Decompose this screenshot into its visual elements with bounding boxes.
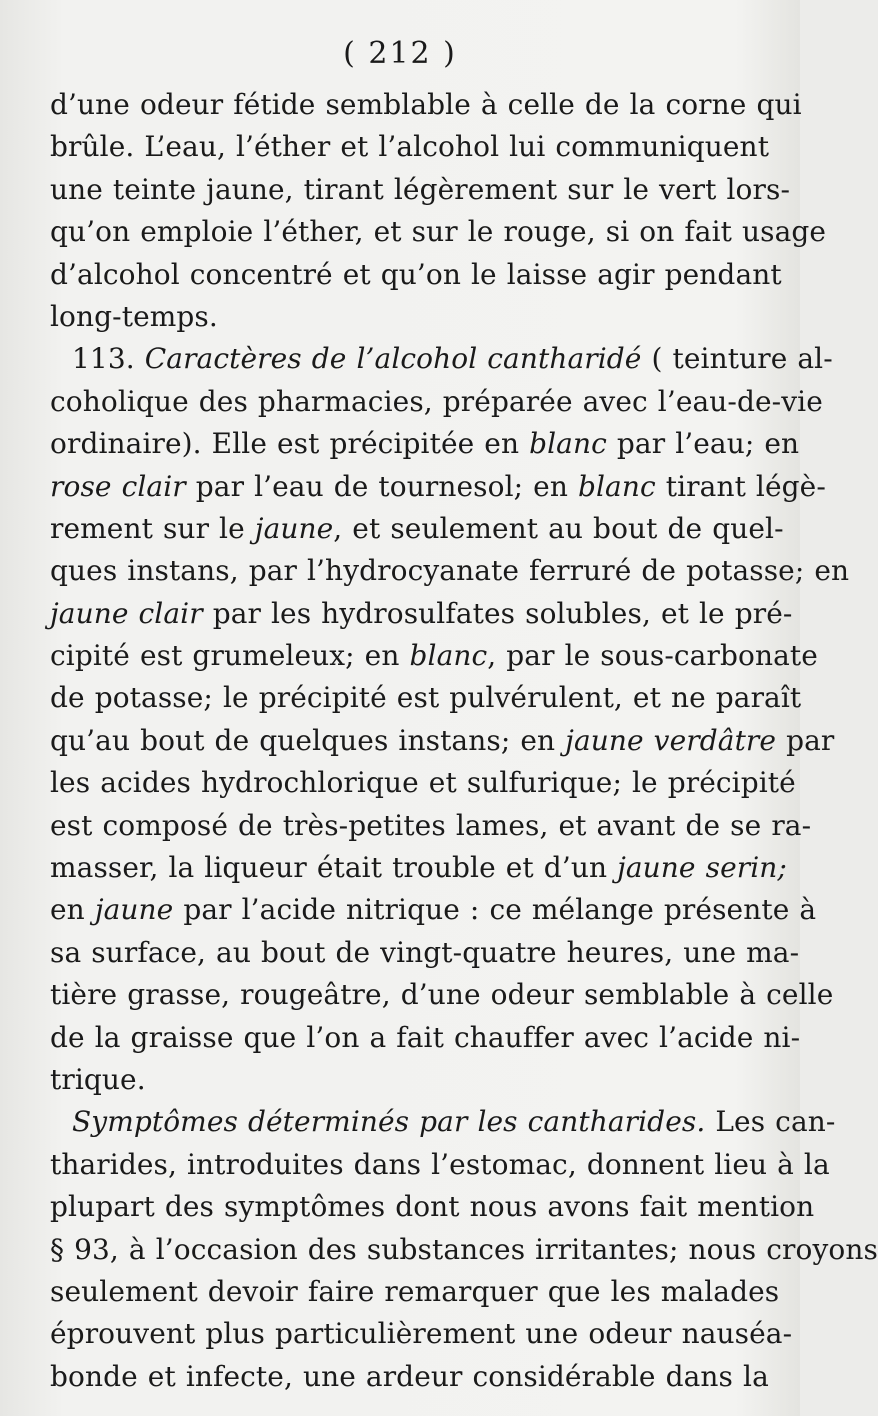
section-heading-line: 113. Caractères de l’alcohol cantharidé ( teinture al- (72, 342, 833, 376)
text-line: une teinte jaune, tirant légèrement sur le vert lors- (50, 172, 791, 206)
text-line: cipité est grumeleux; en blanc, par le sous-carbonate (50, 639, 818, 673)
body-text (50, 84, 878, 1398)
text-line: d’une odeur fétide semblable à celle de la corne qui (50, 88, 802, 121)
text-line: rose clair par l’eau de tournesol; en blanc tirant légè- (50, 469, 826, 503)
text-line: bonde et infecte, une ardeur considérable dans la (50, 1359, 769, 1393)
text-line: seulement devoir faire remarquer que les malades (50, 1274, 780, 1308)
text-line: trique. (50, 1062, 146, 1096)
text-line: tière grasse, rougeâtre, d’une odeur semblable à celle (50, 978, 834, 1012)
text-line: qu’on emploie l’éther, et sur le rouge, si on fait usage (50, 215, 827, 249)
text-line: ques instans, par l’hydrocyanate ferruré de potasse; en (50, 554, 850, 588)
text-line: qu’au bout de quelques instans; en jaune verdâtre par (50, 723, 835, 757)
page-number: ( 212 ) (343, 36, 457, 71)
text-line: ordinaire). Elle est précipitée en blanc par l’eau; en (50, 427, 800, 461)
text-line: en jaune par l’acide nitrique : ce mélange présente à (50, 893, 817, 927)
text-line: § 93, à l’occasion des substances irritantes; nous croyons (50, 1232, 878, 1266)
text-line: masser, la liqueur était trouble et d’un jaune serin; (50, 851, 787, 885)
section-heading-line: Symptômes déterminés par les cantharides. Les can- (72, 1105, 836, 1139)
text-line: tharides, introduites dans l’estomac, donnent lieu à la (50, 1147, 830, 1181)
text-line: rement sur le jaune, et seulement au bout de quel- (50, 511, 784, 545)
text-line: d’alcohol concentré et qu’on le laisse agir pendant (50, 257, 782, 291)
text-line: de la graisse que l’on a fait chauffer avec l’acide ni- (50, 1020, 801, 1054)
text-line: jaune clair par les hydrosulfates solubles, et le pré- (50, 596, 793, 630)
text-line: coholique des pharmacies, préparée avec l’eau-de-vie (50, 384, 823, 418)
text-line: éprouvent plus particulièrement une odeur nauséa- (50, 1317, 793, 1351)
text-line: est composé de très-petites lames, et avant de se ra- (50, 808, 812, 842)
text-line: long-temps. (50, 299, 218, 333)
text-line: sa surface, au bout de vingt-quatre heures, une ma- (50, 935, 800, 969)
text-line: de potasse; le précipité est pulvérulent, et ne paraît (50, 681, 802, 715)
text-line: les acides hydrochlorique et sulfurique; le précipité (50, 766, 796, 800)
text-line: brûle. L’eau, l’éther et l’alcohol lui communiquent (50, 130, 770, 164)
text-line: plupart des symptômes dont nous avons fait mention (50, 1190, 815, 1224)
